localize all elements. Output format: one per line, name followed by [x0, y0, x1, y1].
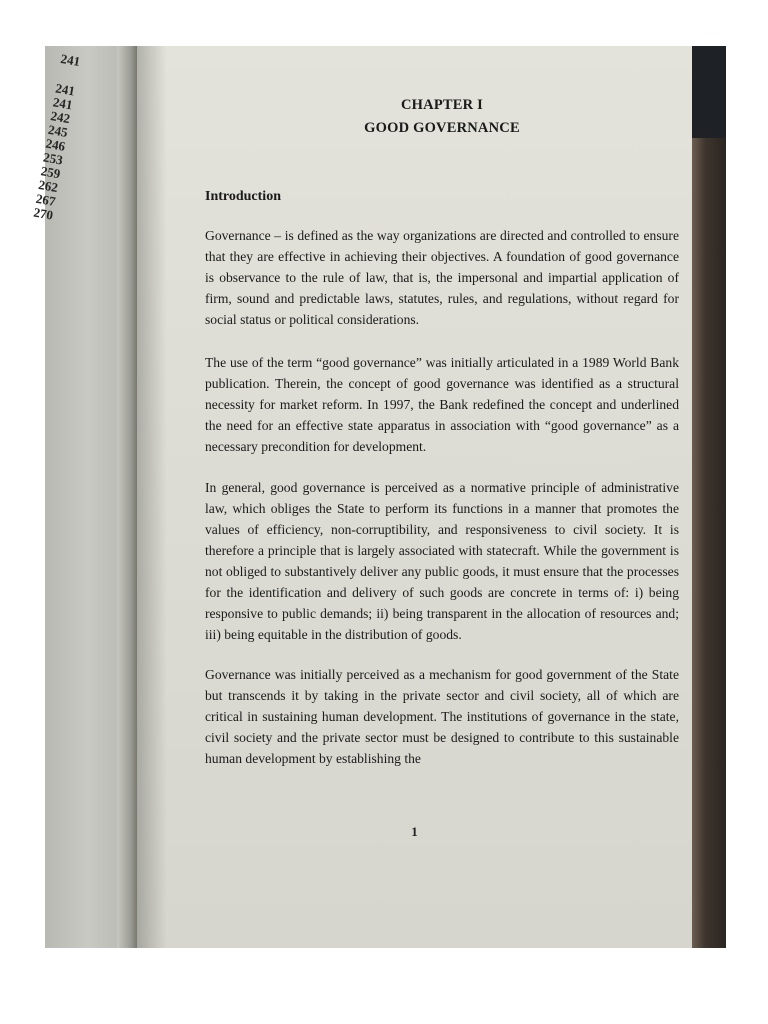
toc-number: 241: [59, 50, 82, 70]
toc-number: 259: [39, 163, 62, 182]
section-heading: Introduction: [205, 189, 281, 204]
toc-number: 246: [44, 135, 67, 154]
page-curve-shadow: [117, 46, 137, 948]
toc-number: 253: [42, 149, 64, 168]
chapter-label: CHAPTER I: [401, 97, 483, 113]
toc-number: 245: [47, 121, 69, 140]
book-photo: [32, 46, 726, 948]
previous-page: [32, 46, 117, 948]
toc-number: 262: [37, 176, 60, 196]
toc-number: 267: [34, 190, 57, 209]
toc-number: 241: [54, 80, 77, 99]
background-edge: [692, 46, 726, 948]
toc-page-numbers: [18, 46, 112, 311]
page-number: 1: [411, 824, 418, 839]
paragraph: In general, good governance is perceived as a normative principle of administrative law, which obliges the State to perform its functions in a manner that promotes the values of efficiency, non-corruptibility, and responsiveness to civil society. It is therefore a principle that is largely associated with statecraft. While the government is not obliged to substantively deliver any public goods, it must ensure that the processes for the identification and delivery of such goods are concrete in terms of: i) being responsive to public demands; ii) being transparent in the allocation of resources and; iii) being equitable in the distribution of goods.: [205, 480, 679, 642]
toc-number: 242: [49, 108, 72, 127]
paragraph: The use of the term “good governance” was initially articulated in a 1989 World Bank publication. Therein, the concept of good governance was identified as a structural necessity for market reform. In 1997, the Bank redefined the concept and underlined the need for an effective state apparatus in association with “good governance” as a necessary precondition for development.: [205, 355, 679, 454]
spine-shadow: [137, 46, 167, 948]
toc-number: 241: [51, 94, 74, 113]
paragraph: Governance – is defined as the way organizations are directed and controlled to ensure that they are effective in achieving their objectives. A foundation of good governance is observance to the rule of law, that is, the impersonal and impartial application of firm, sound and predictable laws, statutes, rules, and regulations, without regard for social status or political considerations.: [205, 228, 679, 327]
toc-number: 270: [32, 204, 55, 223]
paragraph: Governance was initially perceived as a mechanism for good government of the State but transcends it by taking in the private sector and civil society, all of which are critical in sustaining human development. The institutions of governance in the state, civil society and the private sector must be designed to contribute to this sustainable human development by establishing the: [205, 667, 679, 766]
chapter-title: GOOD GOVERNANCE: [364, 120, 520, 136]
book-page: [137, 46, 692, 948]
page-text: [205, 94, 679, 769]
background-object: [692, 46, 726, 138]
